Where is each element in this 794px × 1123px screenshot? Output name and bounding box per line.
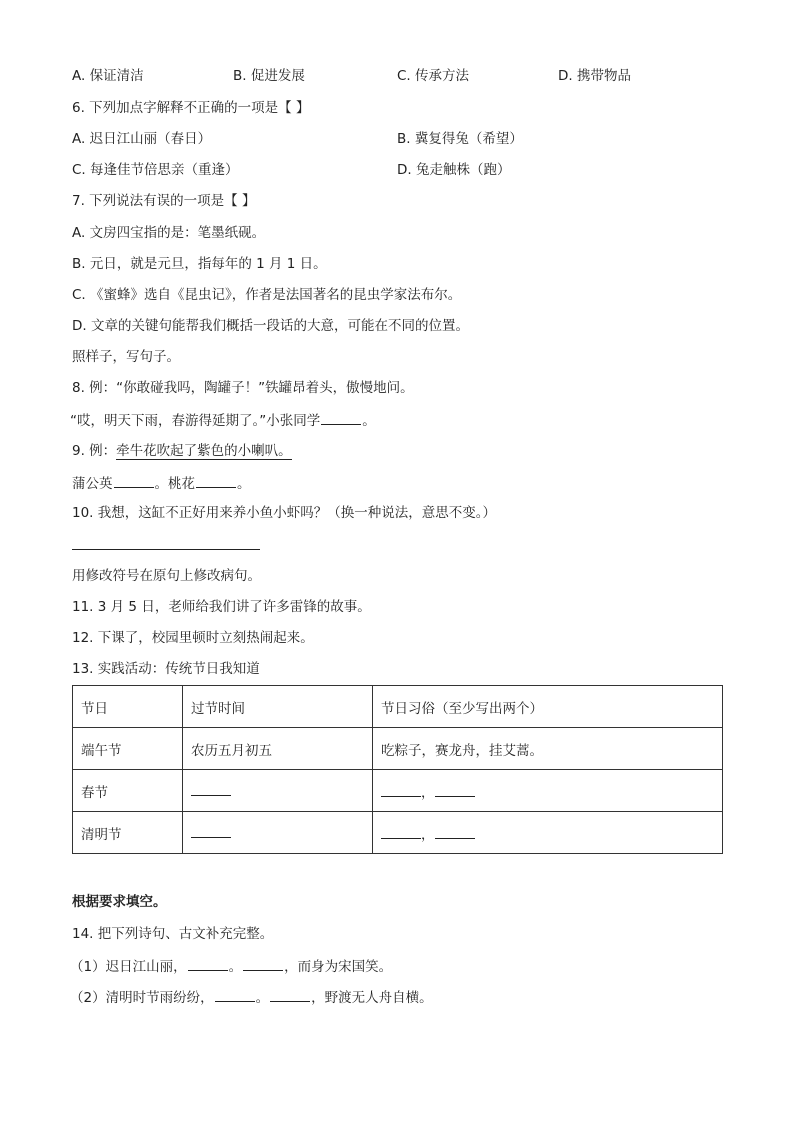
table-row: [73, 728, 723, 770]
question-9-prompts: [72, 473, 251, 493]
q8-prompt-text: “哎，明天下雨，春游得延期了。”小张同学: [70, 413, 321, 429]
question-9-example: [72, 442, 292, 460]
question-11: 11. 3 月 5 日，老师给我们讲了许多雷锋的故事。: [72, 599, 371, 615]
chunjie-time-cell: [183, 770, 373, 812]
header-customs: 节日习俗（至少写出两个）: [373, 686, 723, 728]
festival-qingming: 清明节: [73, 812, 183, 854]
q14-l2-c: ，野渡无人舟自横。: [311, 990, 433, 1006]
q6-option-b: B. 冀复得兔（希望）: [397, 131, 523, 147]
qingming-time-cell: [183, 812, 373, 854]
duanwu-time: 农历五月初五: [183, 728, 373, 770]
q9-example-sentence: 牵牛花吹起了紫色的小喇叭。: [116, 443, 292, 459]
festival-chunjie: 春节: [73, 770, 183, 812]
q14-l1-c: ，而身为宋国笑。: [284, 959, 393, 975]
table-row: [73, 812, 723, 854]
chunjie-time-blank[interactable]: [191, 781, 231, 796]
header-time: 过节时间: [183, 686, 373, 728]
chunjie-customs-cell: [373, 770, 723, 812]
q9-sep: 。桃花: [154, 476, 195, 492]
festival-duanwu: 端午节: [73, 728, 183, 770]
q14-l1-blank-2[interactable]: [243, 956, 283, 971]
table-header-row: [73, 686, 723, 728]
q7-option-d: D. 文章的关键句能帮我们概括一段话的大意，可能在不同的位置。: [72, 318, 469, 334]
qingming-custom-blank-2[interactable]: [435, 824, 475, 839]
option-b: B. 促进发展: [233, 68, 305, 84]
q7-option-a: A. 文房四宝指的是：笔墨纸砚。: [72, 225, 266, 241]
comma: ，: [421, 784, 435, 801]
q9-blank-2[interactable]: [196, 473, 236, 488]
q9-blank-1[interactable]: [114, 473, 154, 488]
q14-l2-blank-2[interactable]: [270, 987, 310, 1002]
q9-prefix: 9. 例：: [72, 443, 117, 459]
q6-option-c: C. 每逢佳节倍思亲（重逢）: [72, 162, 239, 178]
table-row: [73, 770, 723, 812]
qingming-customs-cell: [373, 812, 723, 854]
question-8-example: 8. 例：“你敢碰我吗，陶罐子！”铁罐昂着头，傲慢地问。: [72, 380, 414, 396]
duanwu-customs: 吃粽子，赛龙舟，挂艾蒿。: [373, 728, 723, 770]
festival-table: [72, 685, 723, 854]
q14-l1-blank-1[interactable]: [188, 956, 228, 971]
q10-answer-line[interactable]: [72, 549, 260, 550]
q14-line-2: [70, 987, 433, 1007]
question-7-stem: 7. 下列说法有误的一项是【 】: [72, 193, 256, 209]
qingming-custom-blank-1[interactable]: [381, 824, 421, 839]
question-14-stem: 14. 把下列诗句、古文补充完整。: [72, 926, 274, 942]
q14-line-1: [70, 956, 392, 976]
q14-l1-b: 。: [228, 959, 243, 975]
option-d: D. 携带物品: [558, 68, 631, 84]
q14-l1-a: （1）迟日江山丽，: [70, 959, 187, 975]
section-fill-heading: 根据要求填空。: [72, 894, 167, 910]
q14-l2-blank-1[interactable]: [215, 987, 255, 1002]
question-10: 10. 我想，这缸不正好用来养小鱼小虾吗？（换一种说法，意思不变。）: [72, 505, 497, 521]
section-fix-heading: 用修改符号在原句上修改病句。: [72, 568, 261, 584]
q6-option-a: A. 迟日江山丽（春日）: [72, 131, 212, 147]
q14-l2-a: （2）清明时节雨纷纷，: [70, 990, 214, 1006]
question-8-prompt: [70, 410, 376, 430]
qingming-time-blank[interactable]: [191, 823, 231, 838]
q6-option-d: D. 兔走触株（跑）: [397, 162, 511, 178]
chunjie-custom-blank-2[interactable]: [435, 782, 475, 797]
q9-end: 。: [237, 476, 251, 492]
question-13-stem: 13. 实践活动：传统节日我知道: [72, 661, 260, 677]
q7-option-b: B. 元日，就是元旦，指每年的 1 月 1 日。: [72, 256, 327, 272]
q8-prompt-end: 。: [362, 413, 376, 429]
chunjie-custom-blank-1[interactable]: [381, 782, 421, 797]
question-12: 12. 下课了，校园里顿时立刻热闹起来。: [72, 630, 314, 646]
q8-answer-blank[interactable]: [321, 410, 361, 425]
question-6-stem: 6. 下列加点字解释不正确的一项是【 】: [72, 100, 310, 116]
option-c: C. 传承方法: [397, 68, 470, 84]
comma: ，: [421, 826, 435, 843]
q14-l2-b: 。: [255, 990, 270, 1006]
q7-option-c: C. 《蜜蜂》选自《昆虫记》，作者是法国著名的昆虫学家法布尔。: [72, 287, 462, 303]
header-festival: 节日: [73, 686, 183, 728]
section-imitate-heading: 照样子，写句子。: [72, 349, 180, 365]
option-a: A. 保证清洁: [72, 68, 144, 84]
q9-part1: 蒲公英: [72, 476, 113, 492]
